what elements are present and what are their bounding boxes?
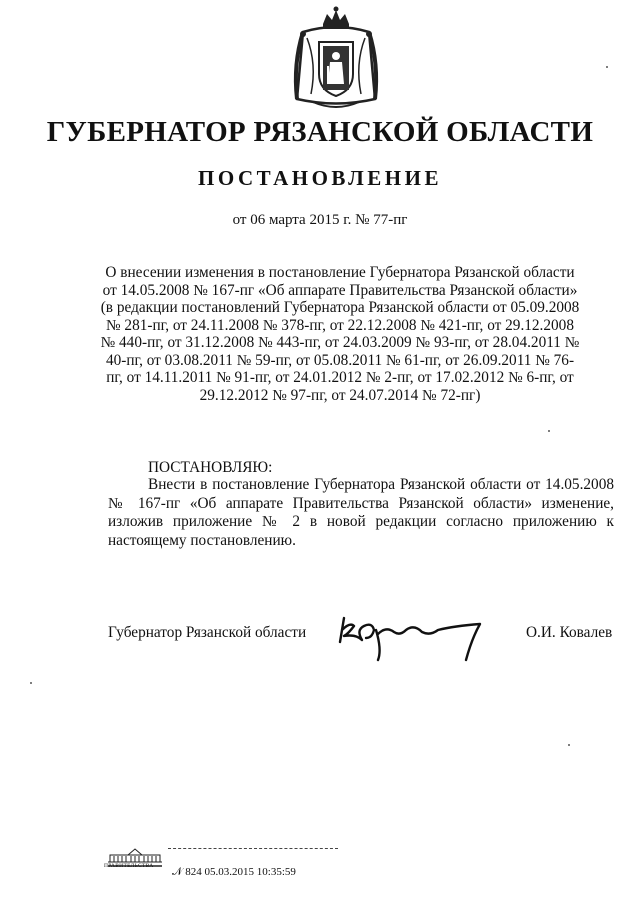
document-date-number: от 06 марта 2015 г. № 77-пг	[232, 212, 408, 228]
ryazan-coat-of-arms-icon	[283, 4, 389, 112]
scan-speck	[568, 744, 570, 746]
document-type: ПОСТАНОВЛЕНИЕ	[198, 166, 442, 190]
stamp-label: ПРАВИТЕЛЬСТВА	[104, 863, 154, 869]
signatory-name: О.И. Ковалев	[526, 624, 613, 641]
handwritten-signature	[334, 604, 494, 662]
decree-paragraph: Внести в постановление Губернатора Рязанской области от 14.05.2008 № 167-пг «Об аппарате Правительства Рязанской области» изменение, изложив приложение № 2 в новой редакции согласно приложению к настоящему постановлению.	[108, 476, 614, 549]
footer-divider	[168, 848, 338, 849]
decree-body	[108, 476, 614, 550]
registration-number: 𝒩 824 05.03.2015 10:35:59	[172, 866, 296, 878]
scan-speck	[30, 682, 32, 684]
decree-word: ПОСТАНОВЛЯЮ:	[148, 459, 273, 476]
scan-speck	[606, 66, 608, 68]
document-subject: О внесении изменения в постановление Губернатора Рязанской области от 14.05.2008 № 167-пг «Об аппарате Правительства Рязанской области» (в редакции постановлений Губернатора Рязанской области от 05.09.2008 № 281-пг, от 24.11.2008 № 378-пг, от 22.12.2008 № 421-пг, от 29.12.2008 № 440-пг, от 31.12.2008 № 443-пг, от 24.03.2009 № 93-пг, от 28.04.2011 № 40-пг, от 03.08.2011 № 59-пг, от 05.08.2011 № 61-пг, от 26.09.2011 № 76-пг, от 14.11.2011 № 91-пг, от 24.01.2012 № 2-пг, от 17.02.2012 № 6-пг, от 29.12.2012 № 97-пг, от 24.07.2014 № 72-пг)	[100, 264, 580, 404]
scan-speck	[548, 430, 550, 432]
signatory-title: Губернатор Рязанской области	[108, 624, 307, 641]
government-title: ГУБЕРНАТОР РЯЗАНСКОЙ ОБЛАСТИ	[46, 116, 594, 148]
